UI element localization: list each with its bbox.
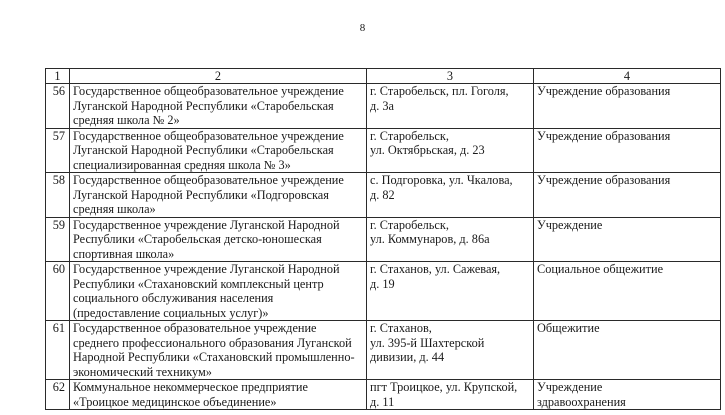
page-number: 8 — [359, 22, 366, 34]
column-header-name: 2 — [70, 69, 367, 84]
institution-type-text: Учреждение образования — [537, 128, 671, 143]
institution-name — [70, 321, 367, 380]
institution-name-text: Государственное учреждение Луганской Народной Республики «Старобельская детско-юношеская спортивная школа» — [73, 217, 340, 261]
institution-name-text: Государственное общеобразовательное учреждение Луганской Народной Республики «Старобельская специализированная средняя школа № 3» — [73, 128, 344, 172]
institution-type — [534, 380, 721, 410]
institution-name — [70, 262, 367, 321]
column-header-type: 4 — [534, 69, 721, 84]
institution-address — [367, 321, 534, 380]
institution-type — [534, 173, 721, 218]
institution-name — [70, 128, 367, 173]
table-row — [46, 128, 721, 173]
institution-address — [367, 128, 534, 173]
institution-name-text: Государственное образовательное учреждение среднего профессионального образования Луганской Народной Республики «Стахановский промышленно- экономический техникум» — [73, 321, 355, 379]
table-row — [46, 262, 721, 321]
institution-type-text: Учреждение — [537, 217, 603, 232]
institution-type — [534, 128, 721, 173]
institution-name — [70, 84, 367, 129]
institution-address-text: с. Подгоровка, ул. Чкалова, д. 82 — [370, 173, 513, 202]
table-row — [46, 321, 721, 380]
institution-type-text: Социальное общежитие — [537, 262, 664, 276]
institution-address-text: г. Стаханов, ул. Сажевая, д. 19 — [370, 262, 501, 291]
institution-address — [367, 380, 534, 410]
institution-address — [367, 84, 534, 129]
row-number: 58 — [46, 173, 70, 218]
institution-type — [534, 84, 721, 129]
institution-address — [367, 217, 534, 262]
institution-name — [70, 217, 367, 262]
column-header-number: 1 — [46, 69, 70, 84]
row-number: 56 — [46, 84, 70, 129]
row-number: 61 — [46, 321, 70, 380]
institution-address — [367, 262, 534, 321]
institution-name — [70, 380, 367, 410]
institution-type — [534, 262, 721, 321]
table-row — [46, 380, 721, 410]
institution-address-text: пгт Троицкое, ул. Крупской, д. 11 — [370, 380, 518, 409]
institution-address-text: г. Старобельск, ул. Коммунаров, д. 86а — [370, 217, 490, 246]
institution-name-text: Государственное общеобразовательное учреждение Луганской Народной Республики «Старобельская средняя школа № 2» — [73, 84, 344, 127]
table-header-row — [46, 69, 721, 84]
institution-address-text: г. Старобельск, ул. Октябрьская, д. 23 — [370, 128, 485, 157]
table-row — [46, 217, 721, 262]
institution-type — [534, 321, 721, 380]
row-number: 57 — [46, 128, 70, 173]
institution-type-text: Учреждение здравоохранения — [537, 380, 626, 409]
institution-address — [367, 173, 534, 218]
column-header-address: 3 — [367, 69, 534, 84]
row-number: 62 — [46, 380, 70, 410]
institution-type-text: Учреждение образования — [537, 173, 671, 187]
row-number: 60 — [46, 262, 70, 321]
institution-type-text: Учреждение образования — [537, 84, 671, 98]
institution-type-text: Общежитие — [537, 321, 600, 335]
institution-type — [534, 217, 721, 262]
table-row — [46, 173, 721, 218]
institution-address-text: г. Стаханов, ул. 395-й Шахтерской дивизии, д. 44 — [370, 321, 485, 364]
institution-name-text: Коммунальное некоммерческое предприятие «Троицкое медицинское объединение» — [73, 380, 308, 409]
institution-name — [70, 173, 367, 218]
institution-name-text: Государственное общеобразовательное учреждение Луганской Народной Республики «Подгоровская средняя школа» — [73, 173, 344, 216]
row-number: 59 — [46, 217, 70, 262]
table-row — [46, 84, 721, 129]
registry-table — [45, 68, 721, 410]
institution-name-text: Государственное учреждение Луганской Народной Республики «Стахановский комплексный центр социального обслуживания населения (предоставление социальных услуг)» — [73, 262, 340, 320]
institution-address-text: г. Старобельск, пл. Гоголя, д. 3а — [370, 84, 509, 113]
